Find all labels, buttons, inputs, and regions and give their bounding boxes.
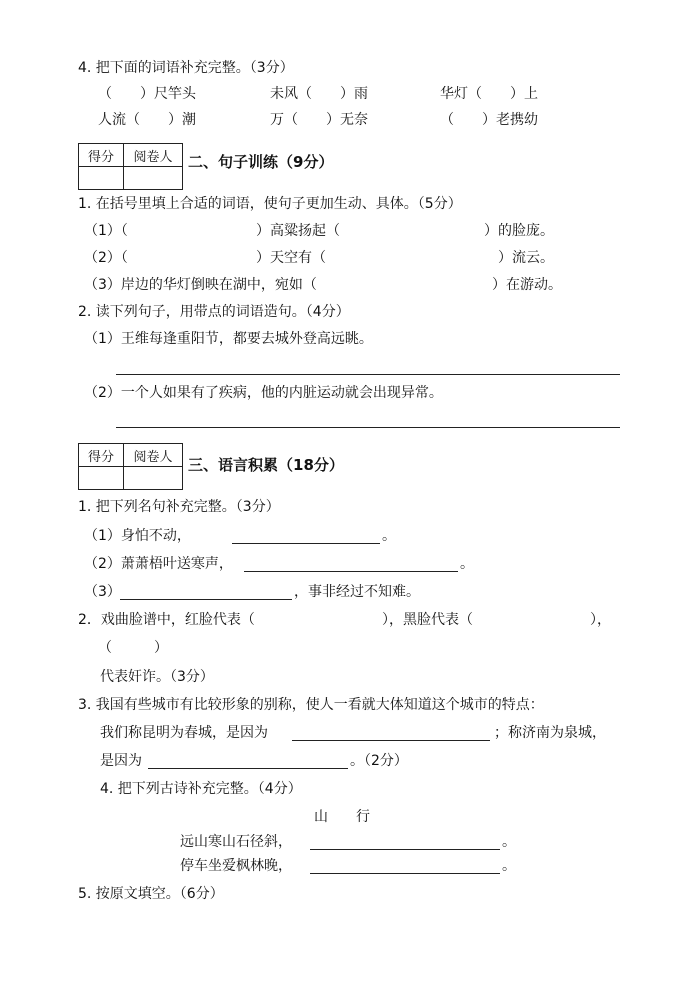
- answer-line[interactable]: [310, 873, 500, 874]
- s2-q1-item-a: （2）（: [84, 250, 128, 266]
- s3-q2-part: 2．戏曲脸谱中，红脸代表（: [78, 612, 255, 628]
- word-item: 未风（ ）雨: [270, 86, 368, 102]
- poem-title: 山 行: [314, 809, 370, 825]
- score-cell[interactable]: [79, 467, 124, 490]
- s2-q2-sentence: （2）一个人如果有了疾病，他的内脏运动就会出现异常。: [84, 385, 443, 401]
- score-label: 得分: [79, 444, 124, 467]
- s3-q1-post: 。: [382, 528, 396, 544]
- question-4-title: 4. 把下面的词语补充完整。（3分）: [78, 60, 294, 76]
- score-box: [78, 443, 183, 490]
- s3-q3-pre: 是因为: [100, 753, 142, 769]
- answer-line[interactable]: [232, 543, 380, 544]
- answer-line[interactable]: [292, 740, 490, 741]
- score-label: 得分: [79, 144, 124, 167]
- s3-question-1-title: 1. 把下列名句补充完整。（3分）: [78, 499, 280, 515]
- s3-question-3: 3. 我国有些城市有比较形象的别称，使人一看就大体知道这个城市的特点：: [78, 697, 544, 713]
- word-item: （ ）尺竿头: [98, 86, 196, 102]
- s3-q1-pre: （1）身怕不动，: [84, 528, 191, 544]
- answer-line[interactable]: [120, 599, 292, 600]
- s2-question-1-title: 1. 在括号里填上合适的词语，使句子更加生动、具体。（5分）: [78, 196, 462, 212]
- s2-q1-item-a: （3）岸边的华灯倒映在湖中，宛如（: [84, 277, 317, 293]
- s2-q1-item-c: ）流云。: [498, 250, 554, 266]
- answer-line[interactable]: [148, 768, 348, 769]
- s3-q2-part: （ ）: [98, 640, 168, 656]
- s2-question-2-title: 2. 读下列句子，用带点的词语造句。（4分）: [78, 304, 350, 320]
- s2-q1-item-a: （1）（: [84, 223, 128, 239]
- score-cell[interactable]: [79, 167, 124, 190]
- s2-q1-item-c: ）的脸庞。: [484, 223, 554, 239]
- reviewer-cell[interactable]: [124, 467, 183, 490]
- s2-q1-item-b: ）高粱扬起（: [256, 223, 340, 239]
- section-3-title: 三、语言积累（18分）: [188, 456, 344, 474]
- answer-line[interactable]: [116, 427, 620, 428]
- s3-question-4-title: 4. 把下列古诗补充完整。（4分）: [100, 781, 302, 797]
- poem-line: 停车坐爱枫林晚，: [180, 858, 292, 874]
- s3-q1-pre: （3）: [84, 584, 121, 600]
- poem-line: 远山寒山石径斜，: [180, 834, 292, 850]
- s2-q1-item-c: ）在游动。: [492, 277, 562, 293]
- word-item: 华灯（ ）上: [440, 86, 538, 102]
- s3-q2-part: ），: [590, 612, 611, 628]
- answer-line[interactable]: [244, 571, 458, 572]
- answer-line[interactable]: [116, 374, 620, 375]
- word-item: 万（ ）无奈: [270, 112, 368, 128]
- s3-question-5-title: 5. 按原文填空。（6分）: [78, 886, 224, 902]
- s2-q1-item-b: ）天空有（: [256, 250, 326, 266]
- s3-q3-post: 。（2分）: [350, 753, 408, 769]
- s2-q2-sentence: （1）王维每逢重阳节，都要去城外登高远眺。: [84, 331, 373, 347]
- section-2-title: 二、句子训练（9分）: [188, 153, 334, 171]
- s3-q2-part: ），黑脸代表（: [382, 612, 473, 628]
- s3-q3-post: ；称济南为泉城，: [494, 725, 606, 741]
- score-box: [78, 143, 183, 190]
- s3-q3-pre: 我们称昆明为春城，是因为: [100, 725, 268, 741]
- reviewer-label: 阅卷人: [124, 144, 183, 167]
- poem-line-end: 。: [502, 858, 516, 874]
- answer-line[interactable]: [310, 849, 500, 850]
- s3-q1-post: ，事非经过不知难。: [294, 584, 420, 600]
- word-item: 人流（ ）潮: [98, 112, 196, 128]
- s3-q1-post: 。: [460, 556, 474, 572]
- s3-q2-part: 代表奸诈。（3分）: [100, 669, 214, 685]
- reviewer-cell[interactable]: [124, 167, 183, 190]
- s3-q1-pre: （2）萧萧梧叶送寒声，: [84, 556, 233, 572]
- reviewer-label: 阅卷人: [124, 444, 183, 467]
- word-item: （ ）老携幼: [440, 112, 538, 128]
- poem-line-end: 。: [502, 834, 516, 850]
